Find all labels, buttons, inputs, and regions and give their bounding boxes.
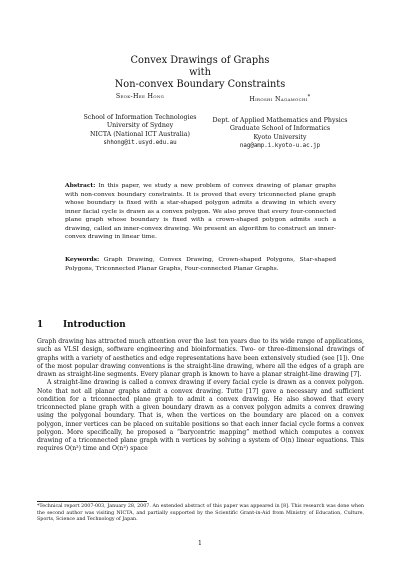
paper-title-line-3: Non-convex Boundary Constraints xyxy=(114,79,286,90)
abstract-label: Abstract: xyxy=(65,182,96,189)
author-affiliation: Dept. of Applied Mathematics and Physics xyxy=(212,116,348,124)
author-email: shhong@it.usyd.edu.au xyxy=(103,140,177,147)
paper-title-line-2: with xyxy=(189,67,211,78)
keywords xyxy=(65,256,336,273)
author-name-wrap xyxy=(190,93,370,105)
author-affiliation: University of Sydney xyxy=(106,122,174,130)
footnote: *Technical report 2007-003, January 28, 2007. An extended abstract of this paper was appeared in [8]. This research was done when the second author was visiting NICTA, and partially supported by the Scientific Grant-in-Aid from Ministry of Education, Culture, Sports, Science and Technology of Japan. xyxy=(37,504,364,523)
author-block-2 xyxy=(190,93,370,151)
paper-title-line-1: Convex Drawings of Graphs xyxy=(130,55,270,66)
author-affiliation: NICTA (National ICT Australia) xyxy=(90,130,190,138)
body-paragraph: A straight-line drawing is called a convex drawing if every facial cycle is drawn as a convex polygon. Note that not all planar graphs admit a convex drawing. Tutte [17] gave a necessary and sufficient condition for a triconnected plane graph to admit a convex drawing. He also showed that every triconnected plane graph with a given boundary drawn as a convex polygon admits a convex drawing using the polygonal boundary. That is, when the vertices on the boundary are placed on a convex polygon, inner vertices can be placed on suitable positions so that each inner facial cycle forms a convex polygon. More specifically, he proposed a “barycentric mapping” method which computes a convex drawing of a triconnected plane graph with n vertices by solving a system of O(n) linear equations. This requires O(n³) time and O(n²) space xyxy=(37,379,364,453)
page-number: 1 xyxy=(198,540,202,547)
author-name: Seok-Hee Hong xyxy=(115,93,165,100)
author-email: nag@amp.i.kyoto-u.ac.jp xyxy=(239,143,321,150)
footnote-rule xyxy=(37,501,147,502)
body-paragraph: Graph drawing has attracted much attention over the last ten years due to its wide range of applications, such as VLSI design, software engineering and bioinformatics. Two- or three-dimensional drawings of graphs with a variety of aesthetics and edge representations have been extensively studied (see [1]). One of the most popular drawing conventions is the straight-line drawing, where all the edges of a graph are drawn as straight-line segments. Every planar graph is known to have a planar straight-line drawing [7]. xyxy=(37,338,364,378)
abstract xyxy=(65,182,336,242)
section-title: Introduction xyxy=(63,320,126,330)
author-affiliation: School of Information Technologies xyxy=(83,113,197,121)
body-text xyxy=(37,338,364,454)
keywords-label: Keywords: xyxy=(65,256,100,263)
author-affiliation: Graduate School of Informatics xyxy=(229,125,331,133)
footnote-mark: * xyxy=(307,94,311,100)
section-heading xyxy=(37,320,126,330)
abstract-text: In this paper, we study a new problem of convex drawing of planar graphs with non-convex boundary constraints. It is proved that every triconnected plane graph whose boundary is fixed with a star-shaped polygon admits a drawing in which every inner facial cycle is drawn as a convex polygon. We also prove that every four-connected plane graph whose boundary is fixed with a crown-shaped polygon admits such a drawing, called an inner-convex drawing. We present an algorithm to construct an inner-convex drawing in linear time. xyxy=(65,182,336,241)
section-number: 1 xyxy=(37,320,44,330)
author-affiliation: Kyoto University xyxy=(253,133,307,141)
keywords-text: Graph Drawing, Convex Drawing, Crown-shaped Polygons, Star-shaped Polygons, Triconnected Planar Graphs, Four-connected Planar Graphs. xyxy=(65,256,337,272)
author-name: Hiroshi Nagamochi xyxy=(249,96,308,104)
